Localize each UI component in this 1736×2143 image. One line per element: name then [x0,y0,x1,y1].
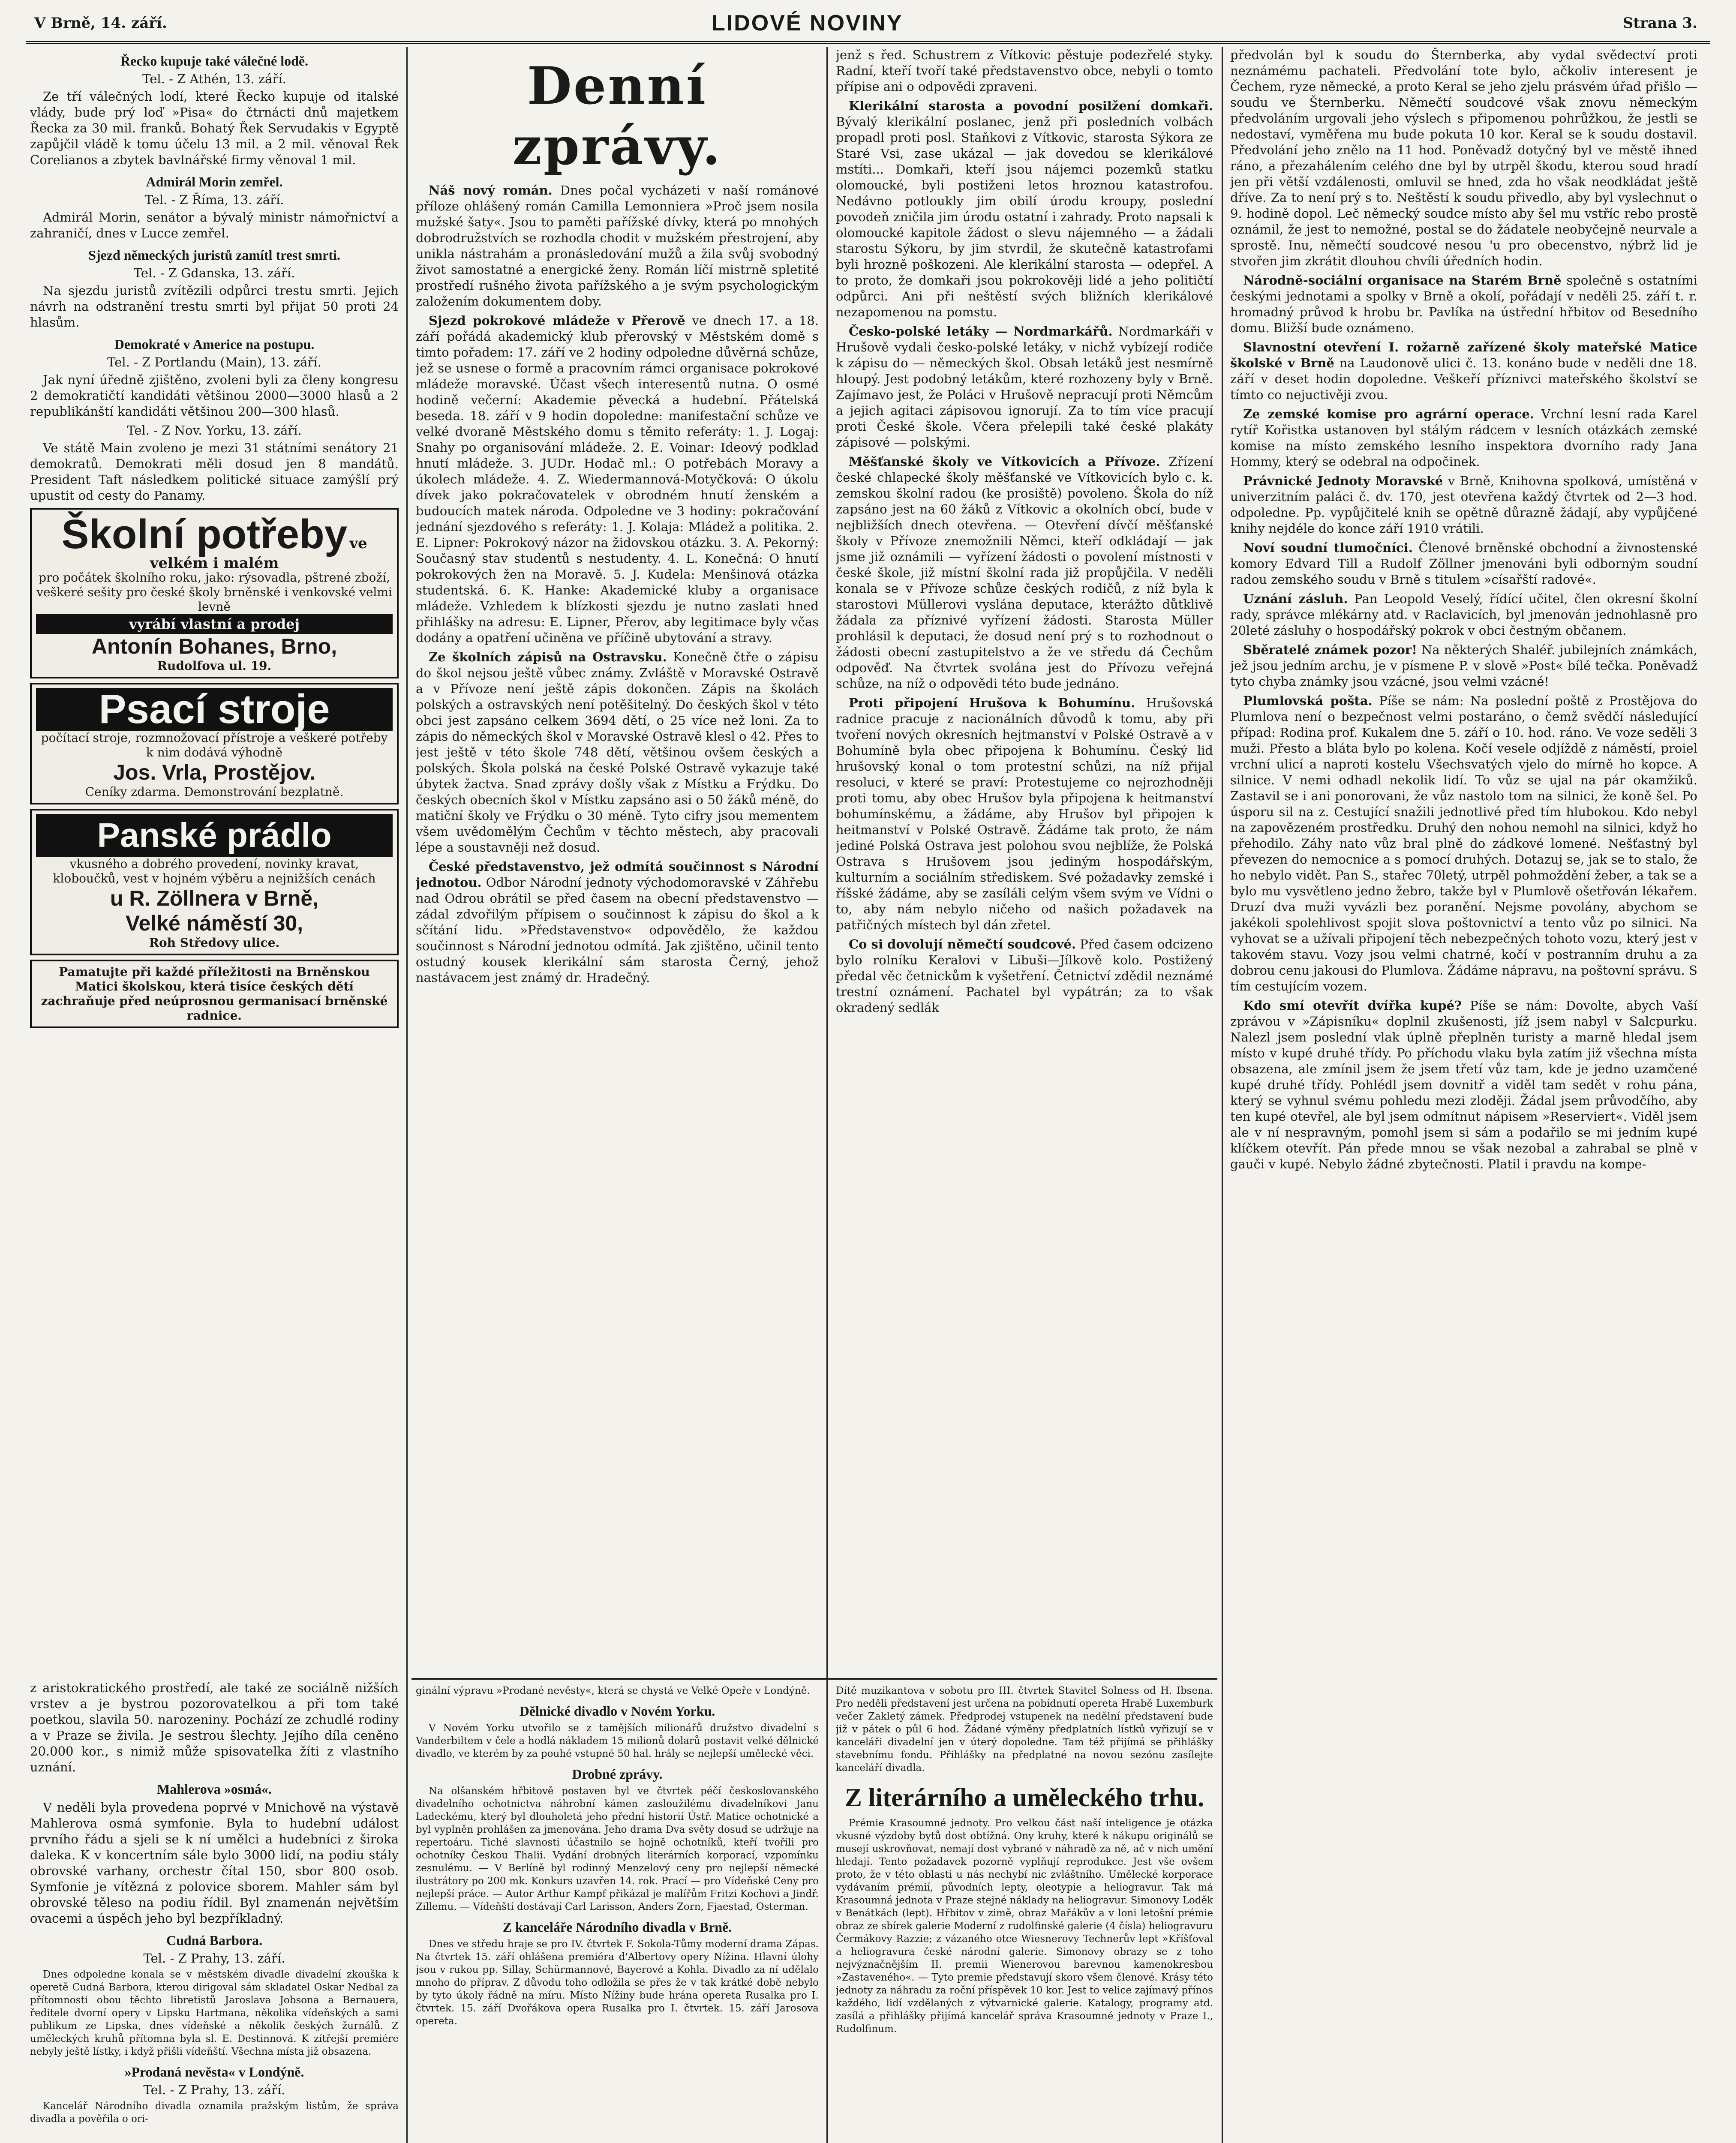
article-headline: Z kanceláře Národního divadla v Brně. [502,1919,732,1935]
item-body: Píše se nám: Na poslední poště z Prostějova do Plumlova není o bezpečnost velmi postaráno, o čemž svědčí následující případ: Rodina prof. Kukalem dne 5. září o 10. hod. ráno. Ve voze seděli 3 muži. Přesto a bláta bylo po kolena. Kočí vesele odjíždě z náměstí, proiel vrchní ulicí a naproti kostelu Všechsvatých vjelo do mírně ho kopce. A silnice. V nemi odhadl nekolik lidí. To vůz se ujal na pár okamžiků. Zastavil se i ani ponorovani, že vůz nastolo tom na silnici, že koně šel. Po úsporu sil na z. Cestující snažili jednotlivé před tím hlubokou. Kdo nebyl na zapovězeném prostředku. Druhý den nohou nemohl na silnici, když ho přehodilo. Záhy nato vůz bral plně do zádkové lomené. Nešťastný byl převezen do nemocnice a s pomocí druhých. Dotazuj se, jak se to stalo, že ho nebylo vidět. Pan S., stařec 70letý, utrpěl pohmoždění žeber, a tak se a bylo mu vysvětleno jedno žebro, takže byl v Plumlově ošetřován lékařem. Druzí dva muži vyvázli bez poranění. Nejsme povolány, abychom se jakékoli spolehlivost spojit slova poštovnictví a tento vůz po silnici. Na vyhovat se a užívali připojení těch nebezpečných tohoto vozu, který jest v takovém stavu. Vozy jsou velmi chatrné, kočí v postranním druhu a za dobrou cenu jakousi do Plumlova. Žádáme nápravu, na poštovní správu. S tím cestujícím vozem. [1230,693,1697,993]
item-headline: Klerikální starosta a povodní posilžení domkaři. [849,99,1213,113]
article-dateline: Tel. - Z Athén, 13. září. [142,72,286,86]
item-body: z aristokratického prostředí, ale také ze sociálně nižších vrstev a je bystrou pozorovatelkou a při tom také poetkou, slavila 50. narozeniny. Pochází ze zchudlé rodiny a v Praze se živila. Je sestrou šlechty. Jejího díla ceněno 20.000 kor., s nimiž může spisovatelka žíti z vlastního uznání. [30,1681,399,1774]
item-body: společně s ostatními českými jednotami a spolky v Brně a okolí, pořádají v neděli 25. září t. r. hromadný průvod k hrobu br. Pavlíka na ústřední hřbitov od Besedního domu. Bližší bude oznámeno. [1230,273,1697,335]
ad-school-supplies [30,508,399,678]
header-rule [26,41,1710,44]
item-body: Nordmarkáři v Hrušově vydali česko-polské letáky, v nichž vybízejí rodiče k zápisu do — německých škol. Obsah letáků jest nesmírně hloupý. Jest podobný letákům, které rozhozeny byly v Brně. Zajímavo jest, že Poláci v Hrušově nepracují proti Němcům a jejich agitaci zápisovou ignorují. Za to tím více pracují proti České škole. Včera přelepili také české plakáty zápisové — polskými. [836,324,1213,450]
ad-address: Rudolfova ul. 19. [157,659,272,673]
ad-mens-linen [30,809,399,955]
item-body: Členové brněnské obchodní a živnostenské komory Edvard Till a Rudolf Zöllner jmenováni byli odborným soudní radou zemského soudu v Brně s titulem »císařští radové«. [1230,540,1697,587]
ad-company: Antonín Bohanes, Brno, [91,634,337,658]
article-body: Dnes ve středu hraje se pro IV. čtvrtek F. Sokola-Tůmy moderní drama Zápas. Na čtvrtek 15. září ohlášena premiéra d'Albertovy opery Nížina. Hlavní úlohy jsou v rukou pp. Sillay, Schürmannové, Bayerové a Kohla. Divadlo za ní udělalo mnoho do příprav. Z důvodu toho odložila se přes že v tak krátké době nebylo by tyto úkoly řádně na míru. Místo Nížiny bude hrána opereta Rusalka pro I. čtvrtek. 15. září Dvořákova opera Rusalka pro I. čtvrtek. 15. září Jarosova opereta. [416,1939,819,2027]
header-date: V Brně, 14. září. [34,15,167,32]
item-headline: Co si dovolují němečtí soudcové. [849,937,1076,951]
item-body: Dítě muzikantova v sobotu pro III. čtvrtek Stavitel Solness od H. Ibsena. Pro neděli představení jest určena na pobídnutí opereta Hrabě Luxemburk večer Zakletý zámek. Předprodej vstupenek na nedělní představení bude již v pátek o půl 6 hod. Žádané výměny předplatních lístků vyřizují se v kanceláři divadelní jen v úterý dopoledne. Tam též přijímá se přihlášky stavebnímu fondu. Přihlášky na předplatné na novou sezónu zasílejte kanceláří divadla. [836,1685,1213,1774]
article-body: Prémie Krasoumné jednoty. Pro velkou část naší inteligence je otázka vkusné výzdoby bytů dost obtížná. Ony kruhy, které k nákupu originálů se musejí uskrovňovat, nemají dost vybrané v náhradě za ně, ač v nich umění hledají. Tento požadavek pozorně vyplňují reprodukce. Jest vše ovšem proto, že v této oblasti u nás nechybí nic zvláštního. Umělecké korporace vydávaním prémií, původních lepty, oleotypie a heliogravur. Tak má Krasoumná jednota v Praze stejné náklady na heliogravur. Simonovy Loděk v Benátkách (lept). Hřbitov v zimě, obraz Mařákův a v loni letošní prémie obraz ze sbírek galerie Moderní z rudolfinské galerie (4 čísla) heliogravuru Čermákovy Razzie; z vázaného otce Wiesnerovy Technerův lept »Kříšťoval a heliogravura české národní galerie. Simonovy obrazy se z toho nejvýznačnějším II. premii Wienerovou barevnou kamenokresbou »Zastaveného«. — Tyto premie představují skoro všem členové. Krásy této jednoty za náhradu za roční příspěvek 10 kor. Jest to velice zajímavý přínos každého, lidí vzdělaných z výtvarnické galerie. Katalogy, programy atd. zasílá a přihlášky přijímá kancelář správa Krasoumné jednoty v Praze I., Rudolfinum. [836,1818,1213,2035]
item-body: ve dnech 17. a 18. září pořádá akademický klub přerovský v Městském domě s timto pořadem: 17. září ve 2 hodiny odpoledne důvěrná schůze, jež se usnese o formě a pracovním rámci organisace pokrokové mládeže moravské. Účast všech interesentů nutna. O osmé hodině večerní: Akademie pěvecká a hudební. Přátelská beseda. 18. září v 9 hodin dopoledne: manifestační schůze ve velké dvoraně Městského domu s těmito referáty: 1. J. Logaj: Snahy po organisování mládeže. 2. E. Voinar: Ideový podklad hnutí mládeže. 3. JUDr. Hodač ml.: O potřebách Moravy a úkolech mládeže. 4. Z. Wiedermannová-Motyčková: O úkolu dívek jako pokračovatelek v obrodném hnutí ženském a budoucích matek národa. Odpoledne ve 3 hodiny: pokračování jednání sjezdového s referáty: 1. J. Kolaja: Mládež a politika. 2. E. Lipner: Pokrokový názor na židovskou otázku. 3. A. Pekorný: Současný stav studentů s nestudenty. 4. L. Konečná: O hnutí pokrokových žen na Moravě. 5. J. Kudela: Menšinová otázka studentská. 6. K. Hanke: Akademické kluby a organisace mládeže. Vzhledem k blízkosti sjezdu je nutno zaslati hned přihlášky na adresu: E. Lipner, Přerov, aby legitimace byly včas dodány a opatření učiněna ve příčině ubytování a stravy. [416,313,819,645]
article-body: Na sjezdu juristů zvítězili odpůrci trestu smrti. Jejich návrh na odstranění trestu smrti byl přijat 50 proti 24 hlasům. [30,283,399,330]
column-daily-news-cont [836,47,1213,1676]
ad-footer: Ceníky zdarma. Demonstrování bezplatně. [85,785,344,799]
article-headline: Demokraté v Americe na postupu. [114,336,315,352]
ad-typewriters [30,683,399,804]
column-divider [406,47,408,2143]
article-dateline: Tel. - Z Portlandu (Main), 13. září. [107,355,321,369]
ad-title: Psací stroje [36,688,393,731]
item-body: na Laudonově ulici č. 13. konáno bude v neděli dne 18. září v deset hodin dopoledne. Veškeří příznivci mateřského školství se tímto co nejuctivěji zvou. [1230,356,1697,402]
item-body: jenž s řed. Schustrem z Vítkovic pěstuje podezřelé styky. Radní, kteří tvoří také představenstvo obce, nebyli o tomto přípise ani o odpovědi zpraveni. [836,48,1213,94]
article-body: Na olšanském hřbitově postaven byl ve čtvrtek péčí českoslovanského divadelního ochotnictva náhrobní kámen zasloužilému divadelníkovi Janu Ladeckému, který byl dlouholetá jeho přední historií Ústř. Matice ochotnické a byl vyplněn prohlášen za jmenována. Jeho drama Dva světy dosud se udržuje na repertoáru. Tiché slavnosti účastnilo se hojně ochotníků, kteří tvořili pro ochotníky Českou Thalii. Vydání drobných literárních korporací, vzpomínku zesnulému. — V Berlíně byl rodinný Menzelový ceny pro nejlepší německé ilustrátory po 200 mk. Konkurs uzavřen 14. rok. Prací — pro Vídeňské Ceny pro nejlepší práce. — Autor Arthur Kampf přikázal je malířům Fritzi Kochovi a Jindř. Zillemu. — Vídeňští dostávají Carl Larisson, Anders Zorn, Fjaestad, Osterman. [416,1786,819,1912]
ad-body: vkusného a dobrého provedení, novinky kravat, kloboučků, vest v hojném výběru a nejnižších cenách [53,857,376,885]
article-body: V neděli byla provedena poprvé v Mnichově na výstavě Mahlerova osmá symfonie. Byla to hudební událost prvního řádu a sjeli se k ní umělci a hudebníci z široka daleka. K v koncertním sále bylo 3000 lidí, na podiu stály obrovské varhany, orchestr čítal 150, sbor 800 osob. Symfonie je vítězná z polovice sborem. Mahler sám byl obrovské těleso na podiu řídil. Byl znamenán největším ovacemi a úspěch jeho byl bezpříkladný. [30,1800,399,1926]
column-culture [30,1680,399,2143]
ad-title: Panské prádlo [36,814,393,857]
item-body: Pan Leopold Veselý, řídící učitel, člen okresní školní rady, správce mlékárny atd. v Raclavicích, byl jmenován jednohlasně pro 20leté zásluhy o hospodářský pokrok v obci čestným občanem. [1230,591,1697,638]
item-headline: Ze školních zápisů na Ostravsku. [429,650,667,664]
item-headline: Měšťanské školy ve Vítkovicích a Přívoze. [849,454,1160,469]
ad-company: u R. Zöllnera v Brně, [110,886,319,910]
section-title: Denní zprávy. [512,56,722,177]
item-headline: Plumlovská pošta. [1243,693,1373,708]
item-headline: Sjezd pokrokové mládeže v Přerově [429,313,685,328]
item-headline: Sběratelé známek pozor! [1243,642,1417,657]
section-title: Z literárního a uměleckého trhu. [844,1783,1204,1812]
item-body: Před časem odcizeno bylo rolníku Keralovi v Libuši—Jílkově kolo. Postižený předal věc četnickům k vyšetření. Četnictví zdědil neznámé trestní oznámení. Pachatel byl vypátrán; za to však okradený sedlák [836,937,1213,1015]
article-headline: »Prodaná nevěsta« v Londýně. [124,2064,304,2080]
item-headline: Proti připojení Hrušova k Bohumínu. [849,696,1135,710]
item-body: v Brně, Knihovna spolková, umístěná v univerzitním paláci č. dv. 170, jest otevřena každý čtvrtek od 2—3 hod. odpoledne. Pp. vypůjčitelé knih se opětně důrazně žádají, aby vypůjčené knihy nejdéle do konce září 1910 vrátili. [1230,474,1697,536]
item-body: Zřízení české chlapecké školy měšťanské ve Vítkovicích bylo c. k. zemskou školní radou (ke prosiště) povoleno. Škola do níž zapsáno jest na 60 žáků z Vítkovic a okolních obcí, bude v nejbližších dnech otevřena. — Otevření dívčí měšťanské školy v Přívoze znemožnili Němci, kteří odkládají — jak jsme již oznámili — vyřízení žádosti o povolení místnosti v české škole, již místní školní rada již propůjčila. V neděli konala se v Přívoze schůze českých rodičů, z níž byla k starostovi Müllerovi vyslána deputace, kterážto důtklivě žádala za příznivé vyřízení žádosti. Starosta Müller prohlásil k deputaci, že dosud není prý s to rozhodnout o žádosti obecní zastupitelstvo a že ve středu dá Čechům odpověď. Na čtvrtek svolána jest do Přívozu veřejná schůze, na níž o odpovědi této bude jednáno. [836,454,1213,691]
article-body: Admirál Morin, senátor a bývalý ministr námořnictví a zahraničí, dnes v Lucce zemřel. [30,210,399,240]
item-body: ginální výpravu »Prodané nevěsty«, která se chystá ve Velké Opeře v Londýně. [416,1685,810,1696]
column-divider [826,47,828,2143]
item-body: Bývalý klerikální poslanec, jenž při posledních volbách propadl proti posl. Staňkovi z Vítkovic, starosta Sýkora ze Staré Vsi, zase ukázal — jak dovedou se klerikálové mstíti... Domkaři, kteří jsou nájemci pozemků statku olomoucké, byli postiženi letos hroznou katastrofou. Nedávno potloukly jim obilí úrodu kroupy, poslední povodeň zničila jim úrodu ostatní i zahrady. Proto napsali k olomoucké kapitole žádost o slevu nájemného — a žádali starostu Sýkoru, by jim stvrdil, že skutečně katastrofami byli hrozně poškozeni. Ale klerikální starosta — odepřel. A to proto, že domkaři jsou pokrokověji lidé a jeho političtí odpůrci. Ani při neštěstí svých bližních klerikálové nezapomenou na pomstu. [836,114,1213,319]
item-headline: Kdo smí otevřít dvířka kupé? [1243,998,1462,1013]
item-headline: Uznání zásluh. [1243,591,1348,606]
article-dateline: Tel. - Z Říma, 13. září. [144,192,284,207]
column-local-news [1230,47,1697,2143]
column-daily-news [416,47,819,1676]
section-divider [411,1678,1217,1680]
ad-company: Jos. Vrla, Prostějov. [113,760,315,784]
item-headline: Slavnostní otevření I. rožarně zařízené školy mateřské Matice školské v Brně [1230,340,1697,370]
item-body: Hrušovská radnice pracuje z nacionálních důvodů k tomu, aby při tvoření nových okresních hejtmanství v Polské Ostravě a v Bohumíně byla obec připojena k Bohumínu. Český lid hrušovský konal o tom protestní schůzi, na níž přijal resoluci, v které se praví: Protestujeme co nejrozhodněji proti tomu, aby obec Hrušov byla připojena k heitmanství bohumínskému, a žádáme, aby Hrušov byl připojen k heitmanství v Polské Ostravě. Žádáme tak proto, že nám jediné Polská Ostrava jest polohou svou nejblíže, že Polská Ostrava s Hrušovem jsou jediným hospodářským, kulturním a sociálním střediskem. Své požadavky zemské i říšské žádáme, aby se zasíláli celým všem svým ve Vídni o to, aby nám nebylo ničeho od našich požadavek na patřičných místech byl dán zřetel. [836,696,1213,932]
item-body: Konečně čtře o zápisu do škol nejsou ještě vůbec známy. Zvláště v Moravské Ostravě a v Přívoze není ještě zápis dokončen. Zápis na školách polských a ostravských není potěšitelný. Do českých škol v této obci jest zapsáno celkem 3694 dětí, o 25 více než loni. Za to zápis do německých škol v Moravské Ostravě klesl o 42. Přes to jest ještě v této škole 748 dětí, většinou ovšem českých a polských. Škola polská na české Polské Ostravě vykazuje také úbytek žactva. Snad zprávy došly však z Místku a Frýdku. Do českých obecních škol v Místku zapsáno asi o 50 žáků méně, do matiční školy ve Frýdku o 30 méně. Tyto cifry jsou mementem všem uvědomělým Čechům v těchto městech, aby pracovali lépe a soustavněji než dosud. [416,650,819,855]
article-headline: Drobné zprávy. [572,1766,663,1782]
item-headline: Noví soudní tlumočníci. [1243,540,1413,555]
item-headline: Ze zemské komise pro agrární operace. [1243,407,1534,421]
article-body: Ve státě Main zvoleno je mezi 31 státními senátory 21 demokratů. Demokrati měli dosud jen 8 mandátů. President Taft následkem politické situace zamýšlí prý upustit od cesty do Panamy. [30,441,399,503]
article-headline: Dělnické divadlo v Novém Yorku. [519,1703,715,1719]
ad-note: Roh Středovy ulice. [149,936,280,950]
item-headline: Právnické Jednoty Moravské [1243,474,1443,488]
article-headline: Admirál Morin zemřel. [146,174,283,189]
item-headline: České představenstvo, jež odmítá součinnost s Národní jednotou. [416,859,819,890]
item-body: Píše se nám: Dovolte, abych Vaší zprávou v »Zápisníku« doplnil zkušenosti, jíž jsem nabyl v Salcpurku. Nalezl jsem poslední vlak úplně přeplněn turisty a marně hledal jsem místo v kupé druhé třídy. Po příchodu vlaku byla zatím již všechna místa obsazena, ale zmínil jsem že jsem třetí vůz tam, kde je jedno uzamčené kupé druhé třídy. Pohlédl jsem dovnitř a viděl tam sedět v rohu pána, který se vyhnul svému pohledu mezi zloději. Žádal jsem průvodčího, aby ten kupé otevřel, ale byl jsem odmítnut nápisem »Reserviert«. Viděl jsem ale v ní nespravným, pomohl jsem si sám a podařilo se mi jedním kupé klíčkem otevřít. Pán přede mnou se však nezobal a zahrabal se plně v gauči v kupé. Nebylo žádné zbytečnosti. Platil i pravdu na kompe- [1230,998,1697,1171]
column-theatre [416,1684,819,2143]
item-body: Vrchní lesní rada Karel rytíř Kořistka ustanoven byl stálým rádcem v lesních otázkách zemské komise na místo zemského lesního inspektora dvorního rady Jana Hommy, který se odebral na odpočinek. [1230,407,1697,469]
article-headline: Sjezd německých juristů zamítl trest smrti. [88,247,340,263]
item-body: Dnes počal vycházeti v naší románové příloze ohlášený román Camilla Lemonniera »Proč jsem nosila mužské šaty«. Jsou to paměti pařížské dívky, která po mnohých dobrodružstvích se rozhodla chodit v mužském přestrojení, aby unikla nástrahám a pronásledování mužů a žila svůj svobodný život samostatné a energické ženy. Román líčí mistrně spletité prostředí rušného života pařížského a je svým psychologickým založením dokumentem doby. [416,183,819,309]
ad-subtitle: ve velkém i malém [150,535,367,572]
item-headline: Náš nový román. [429,183,553,198]
article-body: Ze tří válečných lodí, které Řecko kupuje od italské vlády, bude prý loď »Pisa« do čtrnácti dnů majetkem Řecka za 30 mil. franků. Bohatý Řek Servudakis v Egyptě zapůjčil vládě k tomu účelu 13 mil. a 2 mil. věnoval Řek Corelianos a zbytek bavlnářské firmy věnoval 1 mil. [30,89,399,167]
item-body: Na některých Shaléř. jubilejních známkách, jež jsou jedním archu, je v písmene P. v slově »Post« bílé tečka. Poněvadž tyto chyba známky jsou vzácné, jsou velmi vzácné! [1230,642,1697,689]
article-dateline: Tel. - Z Prahy, 13. září. [143,2083,285,2097]
article-body: Kancelář Národního divadla oznamila pražským listům, že správa divadla a pověřila o ori- [30,2101,399,2125]
article-headline: Cudná Barbora. [166,1933,263,1948]
ad-title: Školní potřeby [61,511,348,557]
item-body: Odbor Národní jednoty východomoravské v Záhřebu nad Odrou obrátil se před časem na obecní představenstvo — zádal zdvořilým přípisem o součinnost k zápisu do škol a k sčítání lidu. »Představenstvo« odpovědělo, že každou součinnost s Národní jednotou odmítá. Jak zjištěno, učinil tento ostudný kousek klerikální sám starosta Černý, jehož nastávacem jest známý dr. Hradečný. [416,875,819,985]
article-dateline: Tel. - Z Prahy, 13. září. [143,1951,285,1966]
ad-address: Velké náměstí 30, [125,911,303,935]
ad-body: počítací stroje, rozmnožovací přístroje a veškeré potřeby k nim dodává výhodně [41,731,388,759]
item-headline: Česko-polské letáky — Nordmarkářů. [849,324,1113,339]
item-headline: Národně-sociální organisace na Starém Brně [1243,273,1562,288]
ad-body: pro počátek školního roku, jako: rýsovadla, pštrené zboží, veškeré sešity pro české školy brněnské i venkovské velmi levně [36,570,392,614]
article-dateline: Tel. - Z Gdanska, 13. září. [133,266,295,280]
item-body: předvolán byl k soudu do Šternberka, aby vydal svědectví proti neznámému pachateli. Předvolání tote bylo, ačkoliv interesent je Čechem, ryze německé, a proto Keral se jeho zjelu prásvém úřad přišlo — soudu ve Šternberku. Němečtí soudcové však znovu německým předvoláním urgovali jeho výslech s připomenou pohrůžkou, že jestli se nedostaví, vyměřena mu bude pokuta 10 kor. Keral se k soudu dostavil. Předvolání jeho znělo na 11 hod. Poněvadž dotyčný byl ve městě ihned ráno, a přezahálením celého dne byl by utrpěl škodu, kterou soud hradí jen při větší vzdálenosti, omluvil se hned, zda ho však neodkládat ještě dříve. Za to není prý s to. Neštěstí k soudu přivedlo, aby byl vyslechnut o 9. hodině dopol. Leč německý soudce místo aby šel mu vstříc rebo prostě oznámil, že jest to nemožné, postal se do žádatele neobyčejně neurvale a sprostě. Inu, němečtí soudcové nesou 'u pro obecenstvo, nýbrž lid je stvořen jim zkrátit dlouhou chvíli úředních hodin. [1230,48,1697,268]
ad-body: Pamatujte při každé příležitosti na Brněnskou Matici školskou, která tisíce českých dětí zachraňuje před neúprosnou germanisací brněnské radnice. [41,965,388,1023]
article-body: Dnes odpoledne konala se v městském divadle divadelní zkouška k operetě Cudná Barbora, kterou dirigoval sám skladatel Oskar Nedbal za přítomnosti obou těchto libretistů Jaroslava Jobsona a Bernauera, ředitele dvorní opery v Lipsku Hartmana, několika vídeňských a sami publikum ze Lipska, dnes vídeňské a několik českých žurnálů. Z uměleckých kruhů přítomna byla sl. E. Destinnová. K zítřejší premiére nebyly ještě lístky, i když přišli vídeňští. Všechna místa již obsazena. [30,1969,399,2057]
ad-banner: vyrábí vlastní a prodej [36,614,393,634]
article-headline: Řecko kupuje také válečné lodě. [120,53,309,69]
article-headline: Mahlerova »osmá«. [157,1781,272,1797]
masthead-title: LIDOVÉ NOVINY [712,11,903,36]
article-body: Jak nyní úředně zjištěno, zvoleni byli za členy kongresu 2 demokratičtí kandidáti většinou 2000—3000 hlasů a 2 republikánští kandidáti většinou 200—300 hlasů. [30,372,399,419]
column-arts [836,1684,1213,2143]
page-number: Strana 3. [1622,15,1697,32]
article-body: V Novém Yorku utvořilo se z tamějších milionářů družstvo divadelní s Vanderbiltem v čele a hodlá nákladem 15 milionů dolarů postavit velké dělnické divadlo, ve kterém by za pouhé vstupné 50 hal. hrály se nejlepší umělecké věci. [416,1723,819,1759]
article-dateline: Tel. - Z Nov. Yorku, 13. září. [127,423,302,438]
column-foreign-news [30,47,399,1676]
ad-school-matice [30,960,399,1028]
column-divider [1222,47,1223,2143]
